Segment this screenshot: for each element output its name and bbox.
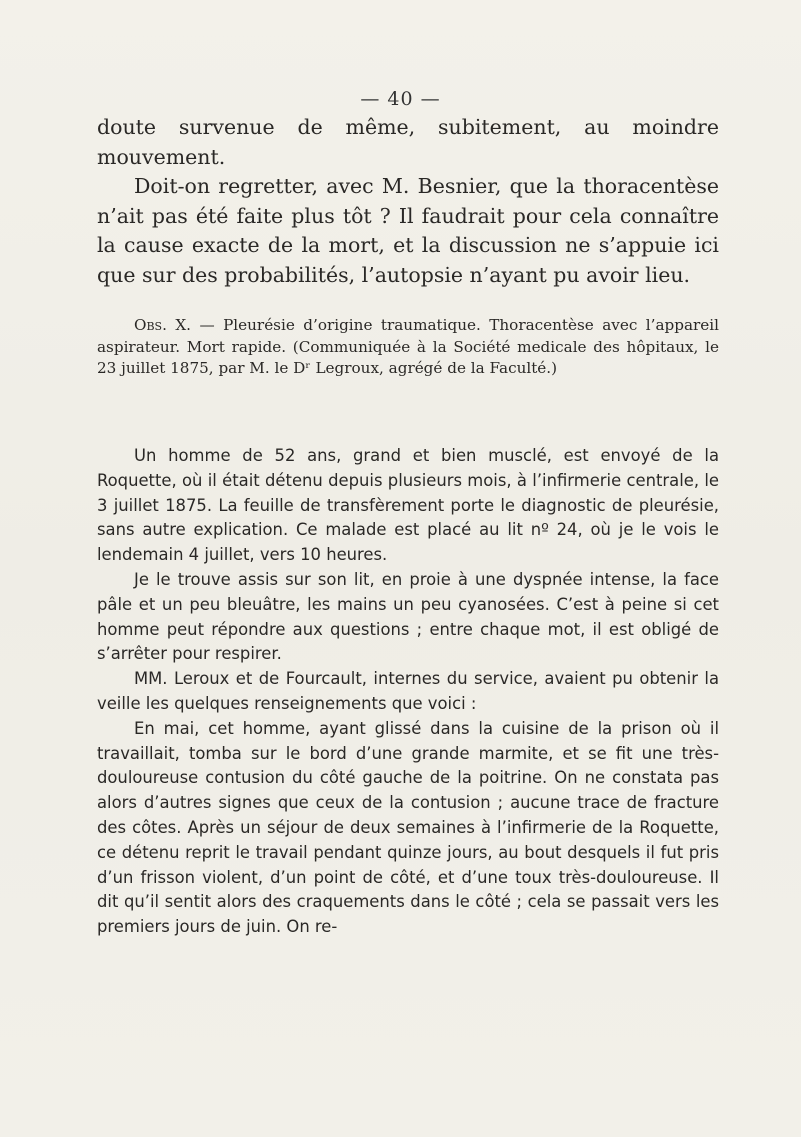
intro-paragraph-1: doute survenue de même, subitement, au moindre mouvement.	[97, 115, 719, 169]
body-paragraph-3: MM. Leroux et de Fourcault, internes du service, avaient pu obtenir la veille les quelques renseignements que voici :	[97, 669, 719, 713]
body-paragraph-1: Un homme de 52 ans, grand et bien musclé, est envoyé de la Roquette, où il était détenu depuis plusieurs mois, à l’infirmerie centrale, le 3 juillet 1875. La feuille de transfèrement porte le diagnostic de pleurésie, sans autre explication. Ce malade est placé au lit nº 24, où je le vois le lendemain 4 juillet, vers 10 heures.	[97, 446, 719, 565]
intro-section	[97, 113, 719, 291]
body-paragraph-2: Je le trouve assis sur son lit, en proie à une dyspnée intense, la face pâle et un peu bleuâtre, les mains un peu cyanosées. C’est à peine si cet homme peut répondre aux questions ; entre chaque mot, il est obligé de s’arrêter pour respirer.	[97, 569, 719, 664]
body-paragraph-4: En mai, cet homme, ayant glissé dans la cuisine de la prison où il travaillait, tomba sur le bord d’une grande marmite, et se fit une très-douloureuse contusion du côté gauche de la poitrine. On ne constata pas alors d’autres signes que ceux de la contusion ; aucune trace de fracture des côtes. Après un séjour de deux semaines à l’infirmerie de la Roquette, ce détenu reprit le travail pendant quinze jours, au bout desquels il fut pris d’un frisson violent, d’un point de côté, et d’une toux très-douloureuse. Il dit qu’il sentit alors des craquements dans le côté ; cela se passait vers les premiers jours de juin. On re-	[97, 718, 719, 937]
observation-text: — Pleurésie d’origine traumatique. Thoracentèse avec l’appareil aspirateur. Mort rapide. (Communiquée à la Société medicale des hôpitaux, le 23 juillet 1875, par M. le Dʳ Legroux, agrégé de la Faculté.)	[97, 316, 720, 377]
case-body	[97, 444, 719, 940]
page-number: — 40 —	[360, 88, 441, 110]
intro-paragraph-2: Doit-on regretter, avec M. Besnier, que la thoracentèse n’ait pas été faite plus tôt ? Il faudrait pour cela connaître la cause exacte de la mort, et la discussion ne s’appuie ici que sur des probabilités, l’autopsie n’ayant pu avoir lieu.	[97, 174, 719, 287]
observation-label: Obs. X.	[134, 316, 191, 334]
observation-heading	[97, 315, 719, 380]
